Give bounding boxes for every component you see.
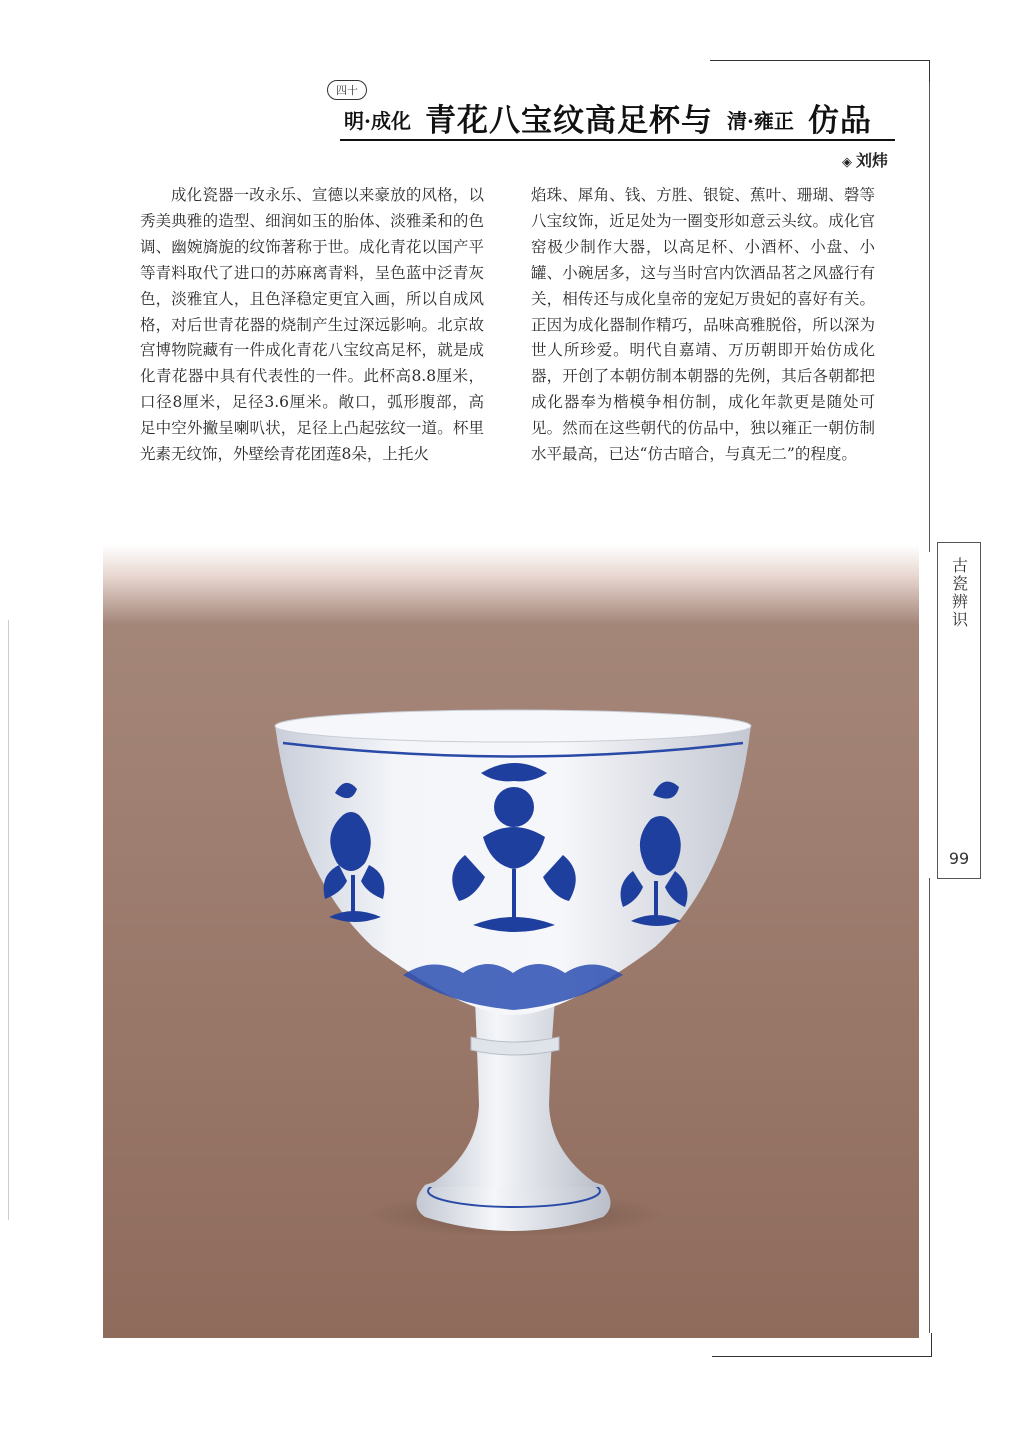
cup-stem — [427, 1000, 601, 1187]
title-dynasty-left: 明·成化 — [344, 109, 411, 133]
binding-edge-line — [8, 620, 9, 1220]
section-label: 古瓷辨识 — [949, 557, 969, 629]
article-title — [344, 98, 872, 140]
frame-line-top-vertical — [929, 60, 930, 82]
frame-line-top — [710, 60, 930, 61]
frame-line-right-upper — [929, 82, 930, 552]
author-name: 刘炜 — [856, 151, 889, 170]
stem-cup-illustration — [103, 545, 919, 1338]
title-underline — [340, 139, 895, 141]
diamond-icon: ◈ — [842, 155, 852, 170]
page-number: 99 — [948, 849, 970, 868]
article-column-1: 成化瓷器一改永乐、宣德以来豪放的风格，以秀美典雅的造型、细润如玉的胎体、淡雅柔和的色调、幽婉旖旎的纹饰著称于世。成化青花以国产平等青料取代了进口的苏麻离青料，呈色蓝中泛青灰色，淡雅宜人，且色泽稳定更宜入画，所以自成风格，对后世青花器的烧制产生过深远影响。北京故宫博物院藏有一件成化青花八宝纹高足杯，就是成化青花器中具有代表性的一件。此杯高8.8厘米，口径8厘米，足径3.6厘米。敞口，弧形腹部，高足中空外撇呈喇叭状，足径上凸起弦纹一道。杯里光素无纹饰，外壁绘青花团莲8朵，上托火 — [140, 186, 484, 464]
title-dynasty-right: 清·雍正 — [726, 109, 794, 133]
article-column-2: 焰珠、犀角、钱、方胜、银锭、蕉叶、珊瑚、磬等八宝纹饰，近足处为一圈变形如意云头纹。成化官窑极少制作大器，以高足杯、小酒杯、小盘、小罐、小碗居多，这与当时宫内饮酒品茗之风盛行有关，相传还与成化皇帝的宠妃万贵妃的喜好有关。正因为成化器制作精巧，品味高雅脱俗，所以深为世人所珍爱。明代自嘉靖、万历朝即开始仿成化器，开创了本朝仿制本朝器的先例，其后各朝都把成化器奉为楷模争相仿制，成化年款更是随处可见。然而在这些朝代的仿品中，独以雍正一朝仿制水平最高，已达“仿古暗合，与真无二”的程度。 — [531, 186, 875, 464]
frame-line-bottom — [712, 1356, 932, 1357]
section-side-tab — [937, 542, 981, 879]
frame-line-bottom-vertical — [931, 1333, 932, 1357]
series-number-badge: 四十 — [327, 80, 367, 100]
title-main: 青花八宝纹高足杯与 — [424, 103, 713, 139]
frame-line-right-lower — [929, 878, 930, 1333]
cup-rim — [275, 710, 751, 742]
title-tail: 仿品 — [807, 103, 872, 139]
stem-cup-photo — [103, 545, 919, 1338]
author-byline — [842, 148, 888, 171]
